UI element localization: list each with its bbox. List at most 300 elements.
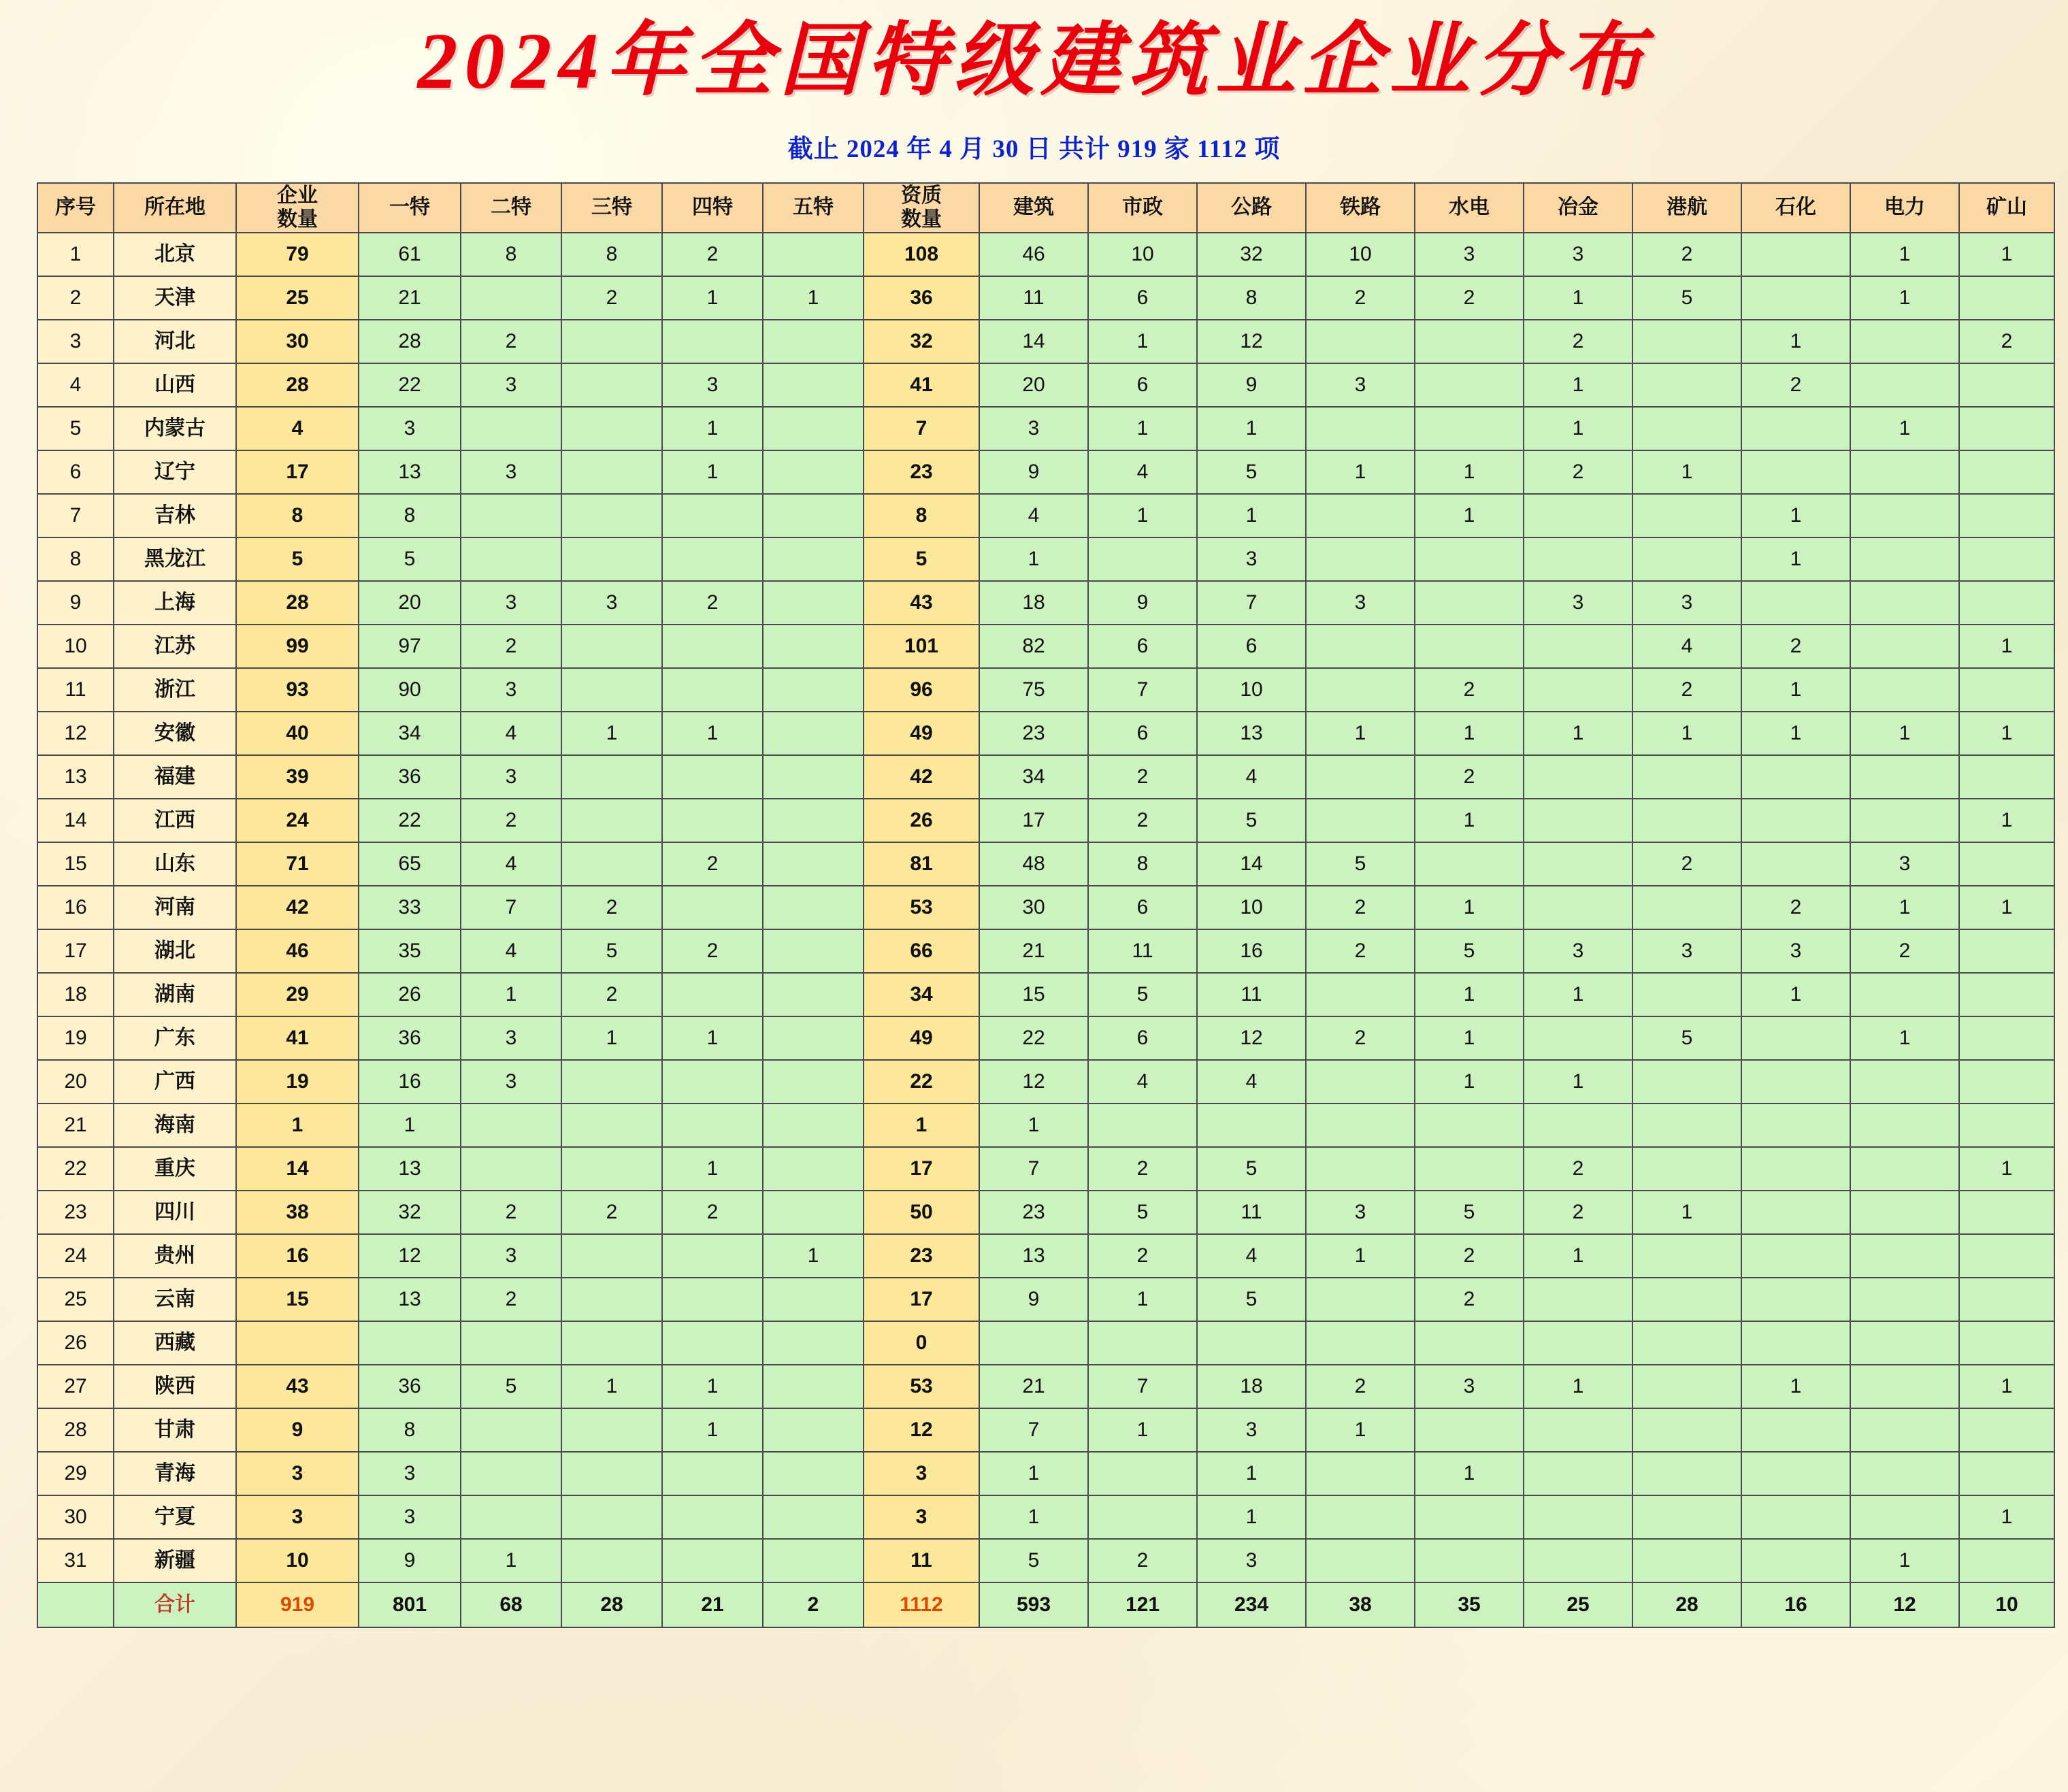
cell-grade-5 — [763, 1321, 864, 1365]
cell-hydropower: 2 — [1415, 1234, 1524, 1278]
cell-building: 9 — [979, 1278, 1088, 1321]
cell-qualification-count: 96 — [864, 668, 979, 712]
cell-mining — [1959, 537, 2054, 581]
cell-grade-2: 4 — [461, 712, 561, 755]
cell-grade-3: 2 — [561, 1191, 662, 1234]
cell-index: 27 — [37, 1365, 114, 1408]
cell-location: 北京 — [114, 233, 236, 276]
cell-port — [1632, 1365, 1741, 1408]
cell-hydropower: 2 — [1415, 276, 1524, 320]
table-row — [37, 537, 2054, 581]
cell-power — [1850, 537, 1959, 581]
cell-building: 23 — [979, 1191, 1088, 1234]
cell-grade-4 — [662, 1321, 763, 1365]
cell-grade-3 — [561, 842, 662, 886]
cell-hydropower: 3 — [1415, 233, 1524, 276]
cell-mining — [1959, 1060, 2054, 1104]
col-header-grade-4: 四特 — [662, 183, 763, 233]
cell-grade-5 — [763, 1452, 864, 1495]
cell-grade-2: 3 — [461, 450, 561, 494]
cell-power — [1850, 1321, 1959, 1365]
cell-qualification-count: 34 — [864, 973, 979, 1016]
cell-grade-2 — [461, 537, 561, 581]
table-row — [37, 755, 2054, 799]
cell-grade-2: 4 — [461, 929, 561, 973]
cell-grade-1: 13 — [359, 1147, 461, 1191]
cell-municipal — [1088, 1104, 1197, 1147]
cell-location: 河南 — [114, 886, 236, 929]
cell-mining — [1959, 668, 2054, 712]
cell-highway: 14 — [1197, 842, 1306, 886]
cell-index: 7 — [37, 494, 114, 537]
cell-hydropower — [1415, 537, 1524, 581]
cell-port — [1632, 537, 1741, 581]
cell-grade-3 — [561, 1104, 662, 1147]
cell-enterprise-count: 9 — [236, 1408, 359, 1452]
cell-grade-1: 35 — [359, 929, 461, 973]
cell-index: 30 — [37, 1495, 114, 1539]
cell-index: 6 — [37, 450, 114, 494]
cell-highway: 6 — [1197, 625, 1306, 668]
cell-index: 22 — [37, 1147, 114, 1191]
cell-municipal — [1088, 1495, 1197, 1539]
cell-power — [1850, 494, 1959, 537]
cell-petrochemical — [1741, 1104, 1850, 1147]
cell-hydropower: 1 — [1415, 799, 1524, 842]
cell-petrochemical — [1741, 1321, 1850, 1365]
cell-petrochemical — [1741, 1278, 1850, 1321]
cell-grade-2: 1 — [461, 973, 561, 1016]
table-row — [37, 276, 2054, 320]
cell-grade-5: 1 — [763, 1234, 864, 1278]
cell-grade-3 — [561, 1495, 662, 1539]
cell-metallurgy: 2 — [1524, 1191, 1632, 1234]
cell-grade-3 — [561, 1408, 662, 1452]
cell-building: 1 — [979, 1495, 1088, 1539]
total-cell-mining: 10 — [1959, 1582, 2054, 1627]
cell-grade-5 — [763, 625, 864, 668]
cell-grade-3 — [561, 1321, 662, 1365]
cell-grade-5 — [763, 537, 864, 581]
cell-mining: 1 — [1959, 625, 2054, 668]
col-header-enterprise-count — [236, 183, 359, 233]
cell-grade-3 — [561, 363, 662, 407]
cell-grade-3 — [561, 799, 662, 842]
cell-building: 12 — [979, 1060, 1088, 1104]
cell-power: 1 — [1850, 407, 1959, 450]
cell-municipal: 6 — [1088, 276, 1197, 320]
total-cell-location: 合计 — [114, 1582, 236, 1627]
cell-grade-5 — [763, 1278, 864, 1321]
cell-railway — [1306, 537, 1415, 581]
cell-grade-2 — [461, 1452, 561, 1495]
cell-qualification-count: 8 — [864, 494, 979, 537]
cell-mining — [1959, 1452, 2054, 1495]
table-row — [37, 1321, 2054, 1365]
col-header-railway: 铁路 — [1306, 183, 1415, 233]
cell-petrochemical — [1741, 450, 1850, 494]
cell-enterprise-count: 10 — [236, 1539, 359, 1582]
cell-location: 重庆 — [114, 1147, 236, 1191]
cell-power — [1850, 1365, 1959, 1408]
cell-metallurgy — [1524, 1408, 1632, 1452]
cell-railway: 2 — [1306, 929, 1415, 973]
cell-index: 24 — [37, 1234, 114, 1278]
cell-qualification-count: 23 — [864, 1234, 979, 1278]
cell-hydropower — [1415, 407, 1524, 450]
cell-building: 20 — [979, 363, 1088, 407]
cell-index: 23 — [37, 1191, 114, 1234]
cell-power — [1850, 973, 1959, 1016]
cell-railway — [1306, 1278, 1415, 1321]
cell-petrochemical — [1741, 1016, 1850, 1060]
cell-metallurgy: 1 — [1524, 276, 1632, 320]
cell-railway — [1306, 1060, 1415, 1104]
total-cell-grade-4: 21 — [662, 1582, 763, 1627]
cell-grade-5 — [763, 320, 864, 363]
cell-metallurgy — [1524, 668, 1632, 712]
cell-railway — [1306, 1321, 1415, 1365]
cell-grade-4: 1 — [662, 1408, 763, 1452]
cell-mining — [1959, 973, 2054, 1016]
cell-grade-5 — [763, 1147, 864, 1191]
cell-grade-1: 33 — [359, 886, 461, 929]
cell-grade-4: 2 — [662, 1191, 763, 1234]
cell-building: 1 — [979, 1104, 1088, 1147]
cell-qualification-count: 101 — [864, 625, 979, 668]
cell-petrochemical — [1741, 581, 1850, 625]
cell-railway — [1306, 755, 1415, 799]
cell-enterprise-count: 39 — [236, 755, 359, 799]
cell-railway: 2 — [1306, 1365, 1415, 1408]
cell-enterprise-count: 4 — [236, 407, 359, 450]
cell-mining — [1959, 1234, 2054, 1278]
table-row — [37, 668, 2054, 712]
cell-enterprise-count: 15 — [236, 1278, 359, 1321]
cell-grade-1: 12 — [359, 1234, 461, 1278]
cell-port: 3 — [1632, 581, 1741, 625]
cell-enterprise-count: 1 — [236, 1104, 359, 1147]
cell-power: 1 — [1850, 233, 1959, 276]
cell-railway — [1306, 1495, 1415, 1539]
cell-petrochemical — [1741, 233, 1850, 276]
cell-petrochemical: 2 — [1741, 886, 1850, 929]
table-total-row — [37, 1582, 2054, 1627]
cell-railway — [1306, 973, 1415, 1016]
cell-metallurgy: 1 — [1524, 363, 1632, 407]
cell-petrochemical — [1741, 1191, 1850, 1234]
cell-petrochemical — [1741, 1452, 1850, 1495]
cell-mining: 1 — [1959, 1365, 2054, 1408]
cell-hydropower — [1415, 625, 1524, 668]
cell-mining — [1959, 450, 2054, 494]
total-cell-grade-3: 28 — [561, 1582, 662, 1627]
cell-hydropower — [1415, 1147, 1524, 1191]
cell-grade-4 — [662, 494, 763, 537]
cell-port: 1 — [1632, 712, 1741, 755]
cell-building: 13 — [979, 1234, 1088, 1278]
cell-mining — [1959, 407, 2054, 450]
cell-port — [1632, 1234, 1741, 1278]
cell-power — [1850, 1191, 1959, 1234]
cell-grade-5 — [763, 842, 864, 886]
cell-petrochemical: 1 — [1741, 712, 1850, 755]
col-header-grade-5: 五特 — [763, 183, 864, 233]
cell-grade-1: 20 — [359, 581, 461, 625]
cell-location: 西藏 — [114, 1321, 236, 1365]
cell-index: 28 — [37, 1408, 114, 1452]
cell-highway: 3 — [1197, 1539, 1306, 1582]
cell-grade-3 — [561, 1234, 662, 1278]
cell-petrochemical — [1741, 1234, 1850, 1278]
cell-highway: 7 — [1197, 581, 1306, 625]
cell-railway: 3 — [1306, 581, 1415, 625]
cell-building: 4 — [979, 494, 1088, 537]
cell-building: 22 — [979, 1016, 1088, 1060]
cell-railway: 1 — [1306, 450, 1415, 494]
col-header-highway: 公路 — [1197, 183, 1306, 233]
cell-power — [1850, 755, 1959, 799]
cell-enterprise-count: 17 — [236, 450, 359, 494]
cell-building: 7 — [979, 1147, 1088, 1191]
cell-highway: 5 — [1197, 1278, 1306, 1321]
cell-port: 3 — [1632, 929, 1741, 973]
cell-grade-4: 1 — [662, 1365, 763, 1408]
cell-grade-1: 1 — [359, 1104, 461, 1147]
cell-grade-2 — [461, 494, 561, 537]
cell-enterprise-count: 8 — [236, 494, 359, 537]
cell-mining: 1 — [1959, 886, 2054, 929]
cell-building: 82 — [979, 625, 1088, 668]
table-row — [37, 363, 2054, 407]
cell-port — [1632, 320, 1741, 363]
cell-grade-4 — [662, 625, 763, 668]
cell-qualification-count: 5 — [864, 537, 979, 581]
cell-power: 1 — [1850, 1016, 1959, 1060]
cell-power: 1 — [1850, 712, 1959, 755]
cell-index: 12 — [37, 712, 114, 755]
cell-metallurgy: 1 — [1524, 407, 1632, 450]
cell-qualification-count: 11 — [864, 1539, 979, 1582]
table-row — [37, 1147, 2054, 1191]
cell-metallurgy: 1 — [1524, 1234, 1632, 1278]
cell-building: 3 — [979, 407, 1088, 450]
cell-petrochemical: 2 — [1741, 625, 1850, 668]
cell-grade-3 — [561, 625, 662, 668]
cell-port — [1632, 1452, 1741, 1495]
cell-qualification-count: 81 — [864, 842, 979, 886]
cell-location: 贵州 — [114, 1234, 236, 1278]
table-row — [37, 625, 2054, 668]
cell-grade-2: 1 — [461, 1539, 561, 1582]
cell-location: 陕西 — [114, 1365, 236, 1408]
total-cell-railway: 38 — [1306, 1582, 1415, 1627]
cell-location: 福建 — [114, 755, 236, 799]
cell-mining — [1959, 581, 2054, 625]
cell-municipal: 7 — [1088, 1365, 1197, 1408]
total-cell-highway: 234 — [1197, 1582, 1306, 1627]
cell-municipal: 4 — [1088, 1060, 1197, 1104]
cell-petrochemical — [1741, 799, 1850, 842]
cell-location: 天津 — [114, 276, 236, 320]
cell-municipal: 4 — [1088, 450, 1197, 494]
cell-grade-4 — [662, 1060, 763, 1104]
cell-hydropower: 1 — [1415, 1452, 1524, 1495]
table-row — [37, 1191, 2054, 1234]
cell-grade-2: 3 — [461, 668, 561, 712]
cell-grade-3: 2 — [561, 886, 662, 929]
col-header-building: 建筑 — [979, 183, 1088, 233]
cell-index: 21 — [37, 1104, 114, 1147]
cell-municipal: 1 — [1088, 1278, 1197, 1321]
cell-metallurgy: 1 — [1524, 712, 1632, 755]
cell-metallurgy — [1524, 1321, 1632, 1365]
cell-municipal — [1088, 537, 1197, 581]
cell-power — [1850, 363, 1959, 407]
cell-grade-2 — [461, 407, 561, 450]
table-row — [37, 1016, 2054, 1060]
cell-highway: 32 — [1197, 233, 1306, 276]
cell-index: 2 — [37, 276, 114, 320]
cell-highway: 1 — [1197, 494, 1306, 537]
cell-qualification-count: 12 — [864, 1408, 979, 1452]
total-cell-petrochemical: 16 — [1741, 1582, 1850, 1627]
cell-grade-1: 8 — [359, 1408, 461, 1452]
col-header-mining: 矿山 — [1959, 183, 2054, 233]
cell-port: 2 — [1632, 842, 1741, 886]
cell-petrochemical: 1 — [1741, 320, 1850, 363]
total-cell-grade-5: 2 — [763, 1582, 864, 1627]
cell-qualification-count: 43 — [864, 581, 979, 625]
cell-grade-5 — [763, 494, 864, 537]
total-cell-hydropower: 35 — [1415, 1582, 1524, 1627]
cell-enterprise-count: 79 — [236, 233, 359, 276]
cell-grade-5 — [763, 668, 864, 712]
table-row — [37, 581, 2054, 625]
cell-railway — [1306, 1104, 1415, 1147]
cell-municipal: 2 — [1088, 799, 1197, 842]
cell-metallurgy — [1524, 799, 1632, 842]
cell-enterprise-count: 46 — [236, 929, 359, 973]
cell-railway — [1306, 407, 1415, 450]
cell-grade-4 — [662, 1278, 763, 1321]
cell-grade-1: 32 — [359, 1191, 461, 1234]
cell-port: 4 — [1632, 625, 1741, 668]
cell-power — [1850, 668, 1959, 712]
cell-railway — [1306, 1539, 1415, 1582]
cell-index: 11 — [37, 668, 114, 712]
cell-grade-1: 5 — [359, 537, 461, 581]
cell-grade-3: 1 — [561, 1365, 662, 1408]
cell-hydropower: 5 — [1415, 929, 1524, 973]
cell-enterprise-count: 29 — [236, 973, 359, 1016]
cell-grade-1: 28 — [359, 320, 461, 363]
cell-qualification-count: 22 — [864, 1060, 979, 1104]
cell-highway: 4 — [1197, 1234, 1306, 1278]
cell-qualification-count: 1 — [864, 1104, 979, 1147]
cell-qualification-count: 32 — [864, 320, 979, 363]
cell-hydropower: 2 — [1415, 668, 1524, 712]
cell-power — [1850, 1452, 1959, 1495]
cell-index: 31 — [37, 1539, 114, 1582]
cell-power — [1850, 799, 1959, 842]
cell-petrochemical — [1741, 755, 1850, 799]
total-cell-metallurgy: 25 — [1524, 1582, 1632, 1627]
cell-hydropower — [1415, 842, 1524, 886]
cell-location: 山西 — [114, 363, 236, 407]
cell-port — [1632, 1104, 1741, 1147]
col-header-qualification-count-line1: 资质 — [901, 184, 942, 207]
cell-grade-2: 3 — [461, 1234, 561, 1278]
cell-hydropower: 1 — [1415, 1060, 1524, 1104]
cell-grade-2: 8 — [461, 233, 561, 276]
cell-grade-2: 3 — [461, 581, 561, 625]
cell-highway: 18 — [1197, 1365, 1306, 1408]
cell-grade-2: 2 — [461, 320, 561, 363]
cell-enterprise-count: 71 — [236, 842, 359, 886]
cell-municipal: 11 — [1088, 929, 1197, 973]
cell-highway: 8 — [1197, 276, 1306, 320]
cell-highway: 10 — [1197, 886, 1306, 929]
cell-grade-2: 2 — [461, 625, 561, 668]
table-row — [37, 1408, 2054, 1452]
cell-metallurgy — [1524, 1495, 1632, 1539]
cell-metallurgy — [1524, 1016, 1632, 1060]
cell-grade-2: 2 — [461, 799, 561, 842]
cell-grade-1: 36 — [359, 1365, 461, 1408]
cell-location: 江苏 — [114, 625, 236, 668]
cell-enterprise-count: 28 — [236, 363, 359, 407]
cell-railway: 2 — [1306, 886, 1415, 929]
cell-location: 甘肃 — [114, 1408, 236, 1452]
cell-building: 9 — [979, 450, 1088, 494]
cell-index: 16 — [37, 886, 114, 929]
cell-building: 75 — [979, 668, 1088, 712]
table-row — [37, 1104, 2054, 1147]
total-cell-building: 593 — [979, 1582, 1088, 1627]
cell-power: 1 — [1850, 886, 1959, 929]
cell-grade-3 — [561, 1147, 662, 1191]
cell-grade-3 — [561, 407, 662, 450]
cell-hydropower: 5 — [1415, 1191, 1524, 1234]
cell-railway: 10 — [1306, 233, 1415, 276]
cell-building: 7 — [979, 1408, 1088, 1452]
cell-grade-5 — [763, 1539, 864, 1582]
cell-location: 广西 — [114, 1060, 236, 1104]
cell-qualification-count: 41 — [864, 363, 979, 407]
cell-grade-4 — [662, 973, 763, 1016]
cell-location: 新疆 — [114, 1539, 236, 1582]
cell-municipal: 2 — [1088, 1147, 1197, 1191]
cell-port: 2 — [1632, 668, 1741, 712]
cell-grade-5 — [763, 363, 864, 407]
cell-index: 4 — [37, 363, 114, 407]
cell-mining — [1959, 842, 2054, 886]
cell-power: 2 — [1850, 929, 1959, 973]
cell-grade-5 — [763, 886, 864, 929]
cell-grade-2: 3 — [461, 755, 561, 799]
cell-enterprise-count: 30 — [236, 320, 359, 363]
cell-grade-1: 97 — [359, 625, 461, 668]
cell-mining: 1 — [1959, 233, 2054, 276]
col-header-municipal: 市政 — [1088, 183, 1197, 233]
cell-power — [1850, 1278, 1959, 1321]
cell-port — [1632, 886, 1741, 929]
cell-enterprise-count — [236, 1321, 359, 1365]
cell-metallurgy: 2 — [1524, 450, 1632, 494]
cell-grade-5 — [763, 712, 864, 755]
cell-grade-3: 1 — [561, 712, 662, 755]
